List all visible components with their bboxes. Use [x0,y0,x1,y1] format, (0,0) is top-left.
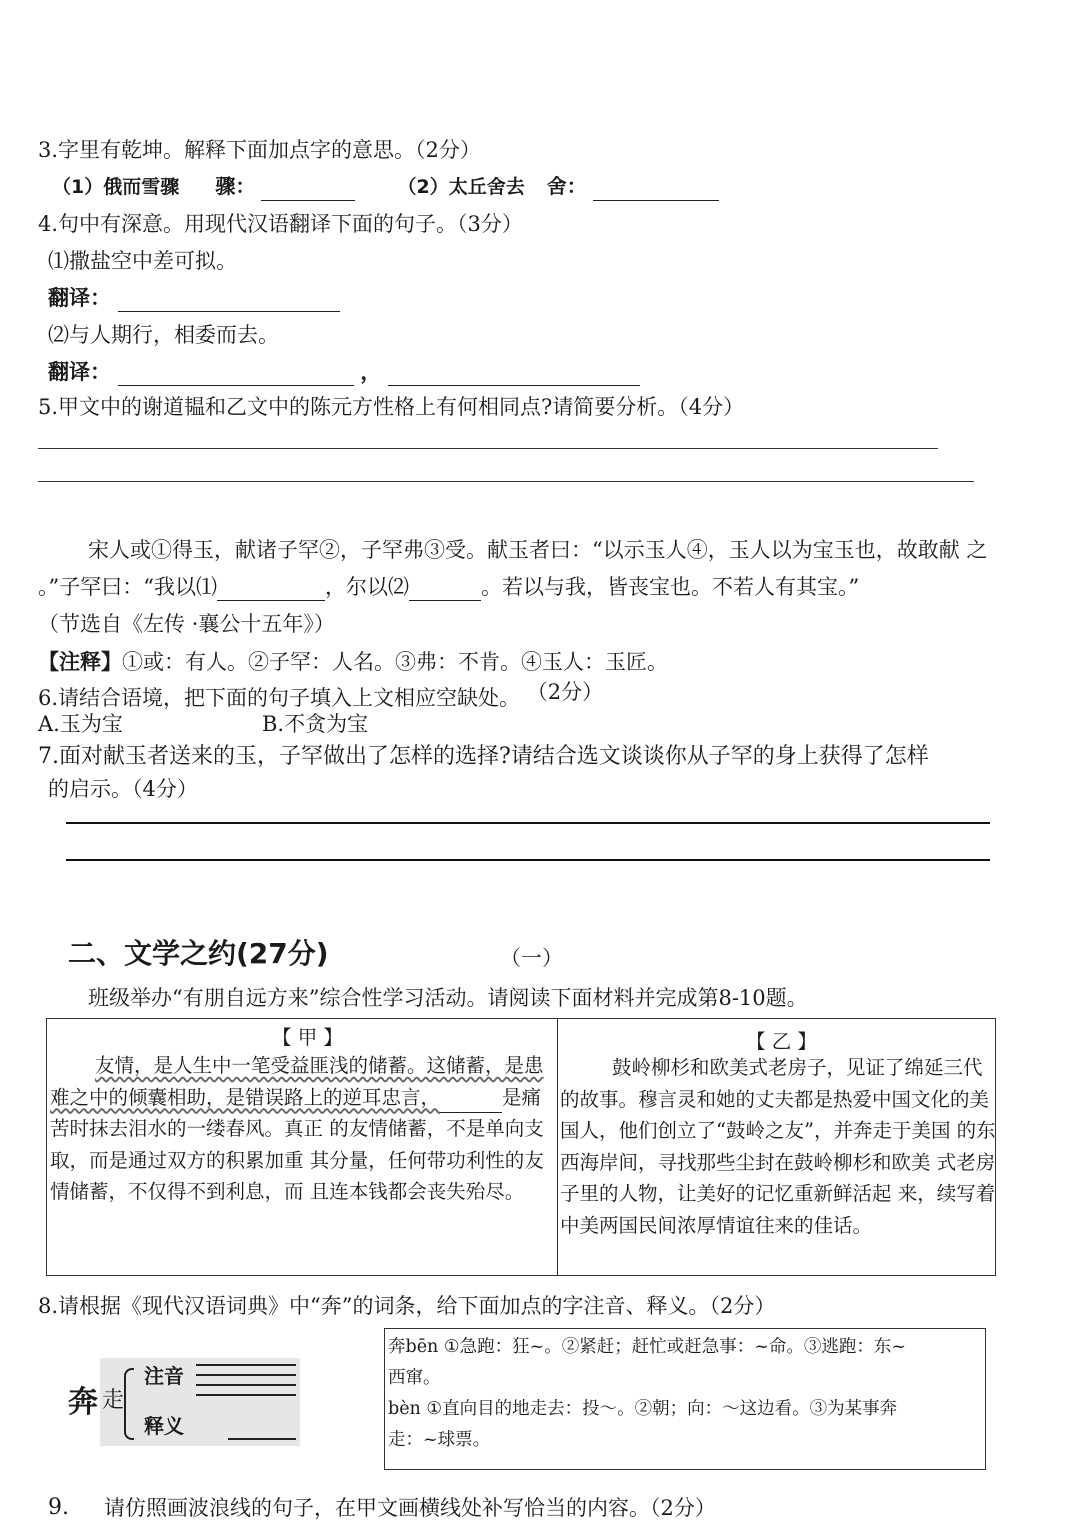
q3-item1-char: 骤： [215,174,256,198]
dict-line-4: 走：~球票。 [388,1430,491,1450]
q6-stem-text: 6.请结合语境，把下面的句子填入上文相应空缺处。 [38,686,521,710]
q8-brace [124,1368,134,1440]
q3-item1 [52,172,719,201]
q4-answer-blank-2a[interactable] [118,363,354,386]
q9-stem: 请仿照画波浪线的句子，在甲文画横线处补写恰当的内容。（2分） [104,1496,716,1520]
q4-translate-row-1 [48,284,340,312]
q3-item2-text: （2）太丘舍去 [397,176,525,198]
passage-line-2a: 。”子罕曰：“我以⑴ [38,575,217,599]
passage-line-2 [38,573,859,601]
q8-meaning-label: 释义 [144,1414,184,1438]
section-2-intro: 班级举办“有朋自远方来”综合性学习活动。请阅读下面材料并完成第8-10题。 [88,986,808,1010]
q8-pinyin-label: 注音 [144,1364,184,1388]
q6-option-a: A.玉为宝 [38,712,123,736]
q7-stem-line-2: 的启示。（4分） [48,777,198,801]
q8-pinyin-line-2[interactable] [196,1374,296,1376]
note-label: 【注释】 [38,650,122,674]
table-left-header: 【 甲 】 [272,1026,343,1049]
translate-label: 翻译： [48,286,111,310]
q8-char: 奔 [68,1385,98,1420]
q4-sentence-1: ⑴撒盐空中差可拟。 [48,249,237,273]
q3-stem: 3.字里有乾坤。解释下面加点字的意思。（2分） [38,138,481,162]
q7-answer-line-2[interactable] [66,859,990,861]
passage-source: （节选自《左传 ·襄公十五年》） [38,612,335,636]
q5-answer-line-2[interactable] [38,481,974,482]
q7-stem-line-1: 7.面对献玉者送来的玉，子罕做出了怎样的选择?请结合选文谈谈你从子罕的身上获得了怎样 [38,744,929,769]
table-left-body [50,1050,555,1208]
q8-stem: 8.请根据《现代汉语词典》中“奔”的词条，给下面加点的字注音、释义。（2分） [38,1294,776,1318]
q5-answer-line-1[interactable] [38,448,938,449]
q6-option-b: B.不贪为宝 [262,712,369,736]
q4-stem: 4.句中有深意。用现代汉语翻译下面的句子。（3分） [38,212,523,236]
passage-line-2b: ，尔以⑵ [324,575,409,599]
passage-line-2c: 。若以与我，皆丧宝也。不若人有其宝。” [480,575,860,599]
q8-word-char: 走 [102,1388,125,1413]
passage-line-1: 宋人或①得玉，献诸子罕②，子罕弗③受。献玉者曰：“以示玉人④，玉人以为宝玉也，故敢献 之 [88,538,988,562]
q4-comma: ， [360,360,382,384]
table-left-blank[interactable] [440,1094,502,1113]
q5-stem: 5.甲文中的谢道韫和乙文中的陈元方性格上有何相同点?请简要分析。（4分） [38,395,745,419]
left-wavy-text: 友情，是人生中一笔受益匪浅的储蓄。这储蓄，是患难之中的倾囊相助，是错误路上的逆耳忠言， [50,1054,544,1109]
q7-answer-line-1[interactable] [66,822,990,824]
q3-item2-char: 舍： [546,174,587,198]
dict-line-2: 西窜。 [388,1368,441,1388]
q4-answer-blank-1[interactable] [118,289,340,312]
q3-item1-text: （1）俄而雪骤 [52,176,180,198]
q6-score: （2分） [526,680,604,704]
q4-translate-row-2 [48,358,640,386]
section-2-title: 二、文学之约(27分) [68,937,329,970]
table-right-body: 鼓岭柳杉和欧美式老房子，见证了绵延三代的故事。穆言灵和她的丈夫都是热爱中国文化的美国人，他们创立了“鼓岭之友”，并奔走于美国 的东西海岸间，寻找那些尘封在鼓岭柳杉和欧美 式老房子里的人物，让美好的记忆重新鲜活起 来，续写着中美两国民间浓厚情谊往来的佳话。 [560,1056,996,1237]
section-2-sub: （一） [500,946,563,970]
q4-sentence-2: ⑵与人期行，相委而去。 [48,323,279,347]
passage-blank-1[interactable] [217,578,325,601]
translate-label: 翻译： [48,360,111,384]
table-right-header: 【 乙 】 [746,1030,817,1053]
q3-blank-1[interactable] [261,178,355,201]
note-text: ①或：有人。②子罕：人名。③弗：不肯。④玉人：玉匠。 [122,650,668,674]
q6-stem [38,680,604,712]
table-divider [557,1019,558,1275]
q8-pinyin-line-1[interactable] [196,1364,296,1366]
dict-line-1: 奔bēn ①急跑：狂~。②紧赶；赶忙或赶急事：~命。③逃跑：东~ [388,1337,907,1357]
q8-pinyin-line-4[interactable] [196,1394,296,1396]
q3-blank-2[interactable] [593,178,719,201]
q9-number: 9. [48,1495,69,1520]
q8-pinyin-line-3[interactable] [196,1384,296,1386]
left-text: 是痛苦时抹去泪水的一缕春风。真正 的友情储蓄，不是单向支取，而是通过双方的积累加重 其分量，任何带功利性的友情储蓄，不仅得不到利息，而 且连本钱都会丧失殆尽。 [50,1085,544,1203]
q4-answer-blank-2b[interactable] [388,363,640,386]
q8-answer-figure [68,1356,300,1446]
passage-blank-2[interactable] [409,578,481,601]
q8-meaning-line[interactable] [228,1438,296,1440]
passage-notes [38,648,668,676]
q8-answer-panel [100,1358,300,1446]
dict-line-3: bèn ①直向目的地走去：投～。②朝；向：～这边看。③为某事奔 [388,1399,898,1419]
